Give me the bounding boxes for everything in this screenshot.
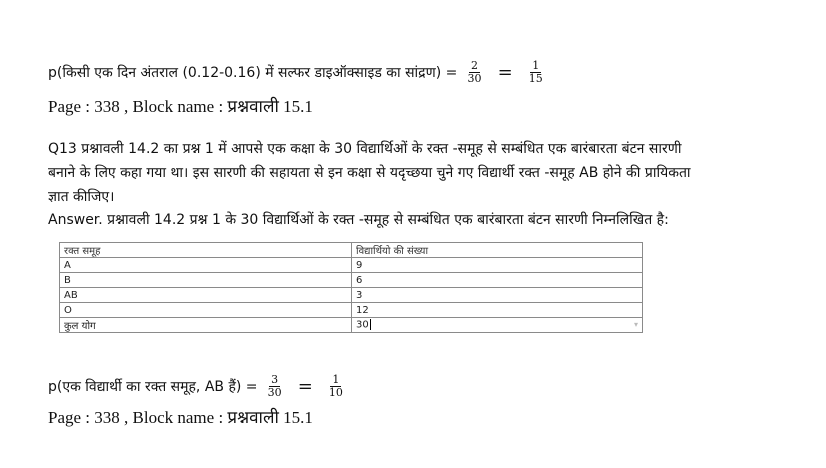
table-row (60, 303, 643, 318)
page-block-line-2: Page : 338 , Block name : प्रश्नवाली 15.1 (48, 408, 313, 427)
answer-line: Answer. प्रश्नावली 14.2 प्रश्न 1 के 30 विद्यार्थिओं के रक्त -समूह से सम्बंधित एक बारंबारता बंटन सारणी निम्नलिखित है: (48, 212, 669, 228)
fraction-2-30: $\frac{2}{30}$ (467, 59, 482, 85)
probability-expression-ab: p(एक विद्यार्थी का रक्त समूह, AB हैं) = (48, 379, 258, 395)
cell-count[interactable]: 6 (352, 273, 643, 288)
probability-line-1 (48, 60, 548, 85)
question-line-3: ज्ञात कीजिए। (48, 189, 115, 205)
cell-group[interactable]: O (60, 303, 352, 318)
cell-count[interactable]: 9 (352, 258, 643, 273)
header-student-count: विद्यार्थियो की संख्या (352, 243, 643, 258)
cell-group[interactable]: AB (60, 288, 352, 303)
total-value-text: 30 (356, 319, 369, 331)
table-total-row (60, 318, 643, 333)
fraction-1-10: $\frac{1}{10}$ (328, 373, 343, 399)
cell-group[interactable]: B (60, 273, 352, 288)
probability-line-2 (48, 374, 348, 399)
cell-count[interactable]: 3 (352, 288, 643, 303)
fraction-3-30: $\frac{3}{30}$ (267, 373, 282, 399)
chevron-down-icon[interactable]: ▾ (633, 320, 638, 329)
question-line-2: बनाने के लिए कहा गया था। इस सारणी की सहायता से इन कक्षा से यदृच्छया चुने गए विद्यार्थी रक्त -समूह AB होने की प्रायिकता (48, 165, 691, 181)
question-line-1: Q13 प्रश्नावली 14.2 का प्रश्न 1 में आपसे एक कक्षा के 30 विद्यार्थिओं के रक्त -समूह से सम्बंधित एक बारंबारता बंटन सारणी (48, 141, 682, 157)
cell-count[interactable]: 12 (352, 303, 643, 318)
equals-sign: = (497, 62, 513, 83)
cell-group[interactable]: A (60, 258, 352, 273)
blood-group-table (59, 242, 643, 333)
probability-expression: p(किसी एक दिन अंतराल (0.12-0.16) में सल्फर डाइऑक्साइड का सांद्रण) = (48, 65, 458, 81)
table-row (60, 258, 643, 273)
text-cursor (370, 319, 371, 330)
header-blood-group: रक्त समूह (60, 243, 352, 258)
page-block-line-1: Page : 338 , Block name : प्रश्नवाली 15.1 (48, 97, 313, 116)
cell-total-value[interactable] (352, 318, 643, 333)
fraction-1-15: $\frac{1}{15}$ (528, 59, 543, 85)
equals-sign: = (297, 376, 313, 397)
cell-total-label[interactable]: कुल योग (60, 318, 352, 333)
table-row (60, 273, 643, 288)
table-header-row (60, 243, 643, 258)
table-row (60, 288, 643, 303)
